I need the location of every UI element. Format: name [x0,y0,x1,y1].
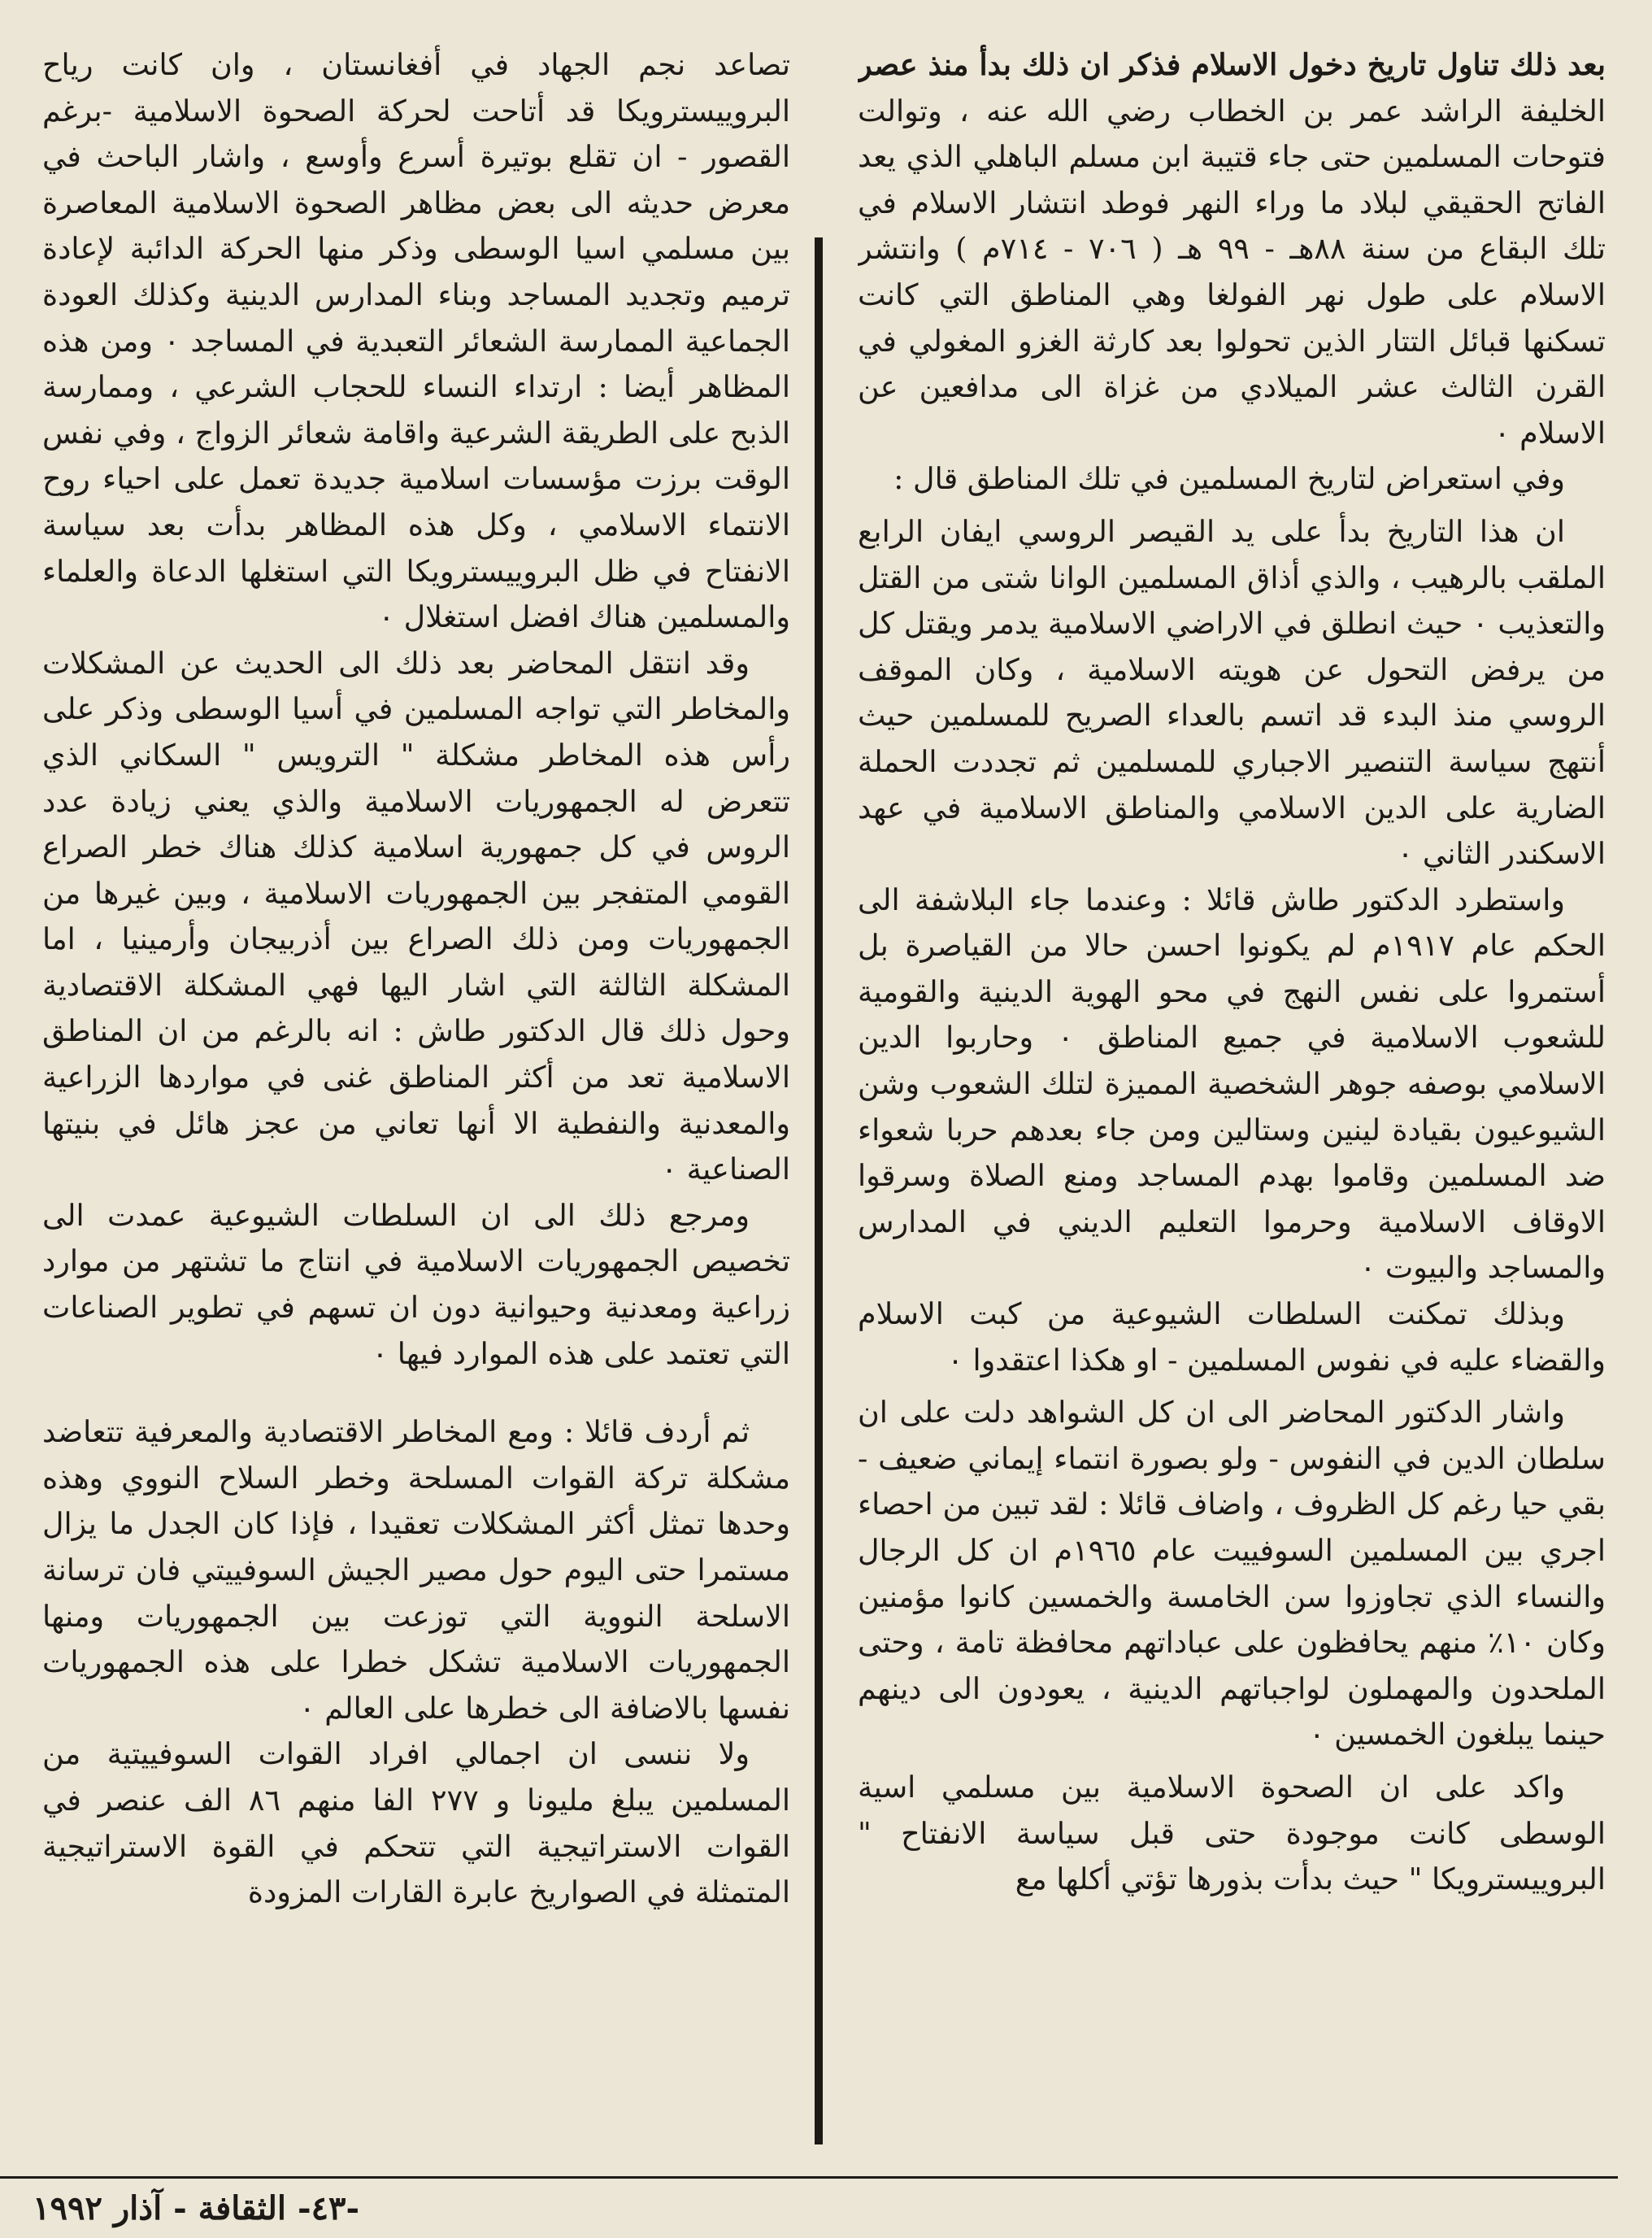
article-column-right [858,42,1606,2214]
paragraph: واستطرد الدكتور طاش قائلا : وعندما جاء البلاشفة الى الحكم عام ١٩١٧م لم يكونوا احسن حالا من القياصرة بل أستمروا على نفس النهج في محو الهوية الدينية والقومية للشعوب الاسلامية في جميع المناطق ٠ وحاربوا الدين الاسلامي بوصفه جوهر الشخصية المميزة لتلك الشعوب وشن الشيوعيون بقيادة لينين وستالين ومن جاء بعدهم حربا شعواء ضد المسلمين وقاموا بهدم المساجد ومنع الصلاة وسرقوا الاوقاف الاسلامية وحرموا التعليم الديني في المدارس والمساجد والبيوت ٠ [858,882,1606,1286]
footer-rule [0,2176,1618,2179]
paragraph: واكد على ان الصحوة الاسلامية بين مسلمي اسية الوسطى كانت موجودة حتى قبل سياسة الانفتاح " البروييسترويكا " حيث بدأت بذورها تؤتي أكلها مع [858,1769,1606,1897]
paragraph: تصاعد نجم الجهاد في أفغانستان ، وان كانت رياح البروييسترويكا قد أتاحت لحركة الصحوة الاسلامية -برغم القصور - ان تقلع بوتيرة أسرع وأوسع ، واشار الباحث في معرض حديثه الى بعض مظاهر الصحوة الاسلامية المعاصرة بين مسلمي اسيا الوسطى وذكر منها الحركة الدائبة لإعادة ترميم وتجديد المساجد وبناء المدارس الدينية وكذلك العودة الجماعية الممارسة الشعائر التعبدية في المساجد ٠ ومن هذه المظاهر أيضا : ارتداء النساء للحجاب الشرعي ، وممارسة الذبح على الطريقة الشرعية واقامة شعائر الزواج ، وفي نفس الوقت برزت مؤسسات اسلامية جديدة تعمل على احياء روح الانتماء الاسلامي ، وكل هذه المظاهر بدأت بعد سياسة الانفتاح في ظل البروييسترويكا التي استغلها الدعاة والعلماء والمسلمين هناك افضل استغلال ٠ [42,47,790,635]
paragraph: وفي استعراض لتاريخ المسلمين في تلك المناطق قال : [893,461,1565,497]
article-column-left [42,42,790,2214]
paragraph: ان هذا التاريخ بدأ على يد القيصر الروسي ايفان الرابع الملقب بالرهيب ، والذي أذاق المسلمين الوانا شتى من القتل والتعذيب ٠ حيث انطلق في الاراضي الاسلامية يدمر ويقتل كل من يرفض التحول عن هويته الاسلامية ، وكان الموقف الروسي منذ البدء قد اتسم بالعداء الصريح للمسلمين حيث أنتهج سياسة التنصير الاجباري للمسلمين ثم تجددت الحملة الضارية على الدين الاسلامي والمناطق الاسلامية في عهد الاسكندر الثاني ٠ [858,513,1606,872]
page-footer: -٤٣- الثقافة - آذار ١٩٩٢ [33,2189,360,2227]
paragraph: ثم أردف قائلا : ومع المخاطر الاقتصادية والمعرفية تتعاضد مشكلة تركة القوات المسلحة وخطر السلاح النووي وهذه وحدها تمثل أكثر المشكلات تعقيدا ، فإذا كان الجدل ما يزال مستمرا حتى اليوم حول مصير الجيش السوفييتي فان ترسانة الاسلحة النووية التي توزعت بين الجمهوريات ومنها الجمهوريات الاسلامية تشكل خطرا على هذه الجمهوريات نفسها بالاضافة الى خطرها على العالم ٠ [42,1414,790,1726]
paragraph: وقد انتقل المحاضر بعد ذلك الى الحديث عن المشكلات والمخاطر التي تواجه المسلمين في أسيا الوسطى وذكر على رأس هذه المخاطر مشكلة " الترويس " السكاني الذي تتعرض له الجمهوريات الاسلامية والذي يعني زيادة عدد الروس في كل جمهورية اسلامية كذلك هناك خطر الصراع القومي المتفجر بين الجمهوريات الاسلامية ، وبين غيرها من الجمهوريات ومن ذلك الصراع بين أذربيجان وأرمينيا ، اما المشكلة الثالثة التي اشار اليها فهي المشكلة الاقتصادية وحول ذلك قال الدكتور طاش : انه بالرغم من ان المناطق الاسلامية تعد من أكثر المناطق غنى في مواردها الزراعية والمعدنية والنفطية الا أنها تعاني من عجز هائل في بنيتها الصناعية ٠ [42,645,790,1187]
column-divider [815,237,823,2144]
paragraph: ومرجع ذلك الى ان السلطات الشيوعية عمدت الى تخصيص الجمهوريات الاسلامية في انتاج ما تشتهر من موارد زراعية ومعدنية وحيوانية دون ان تسهم في تطوير الصناعات التي تعتمد على هذه الموارد فيها ٠ [42,1197,790,1371]
paragraph: بعد ذلك تناول تاريخ دخول الاسلام فذكر ان ذلك بدأ منذ عصر الخليفة الراشد عمر بن الخطاب رضي الله عنه ، وتوالت فتوحات المسلمين حتى جاء قتيبة ابن مسلم الباهلي الذي يعد الفاتح الحقيقي لبلاد ما وراء النهر فوطد انتشار الاسلام في تلك البقاع من سنة ٨٨هـ - ٩٩ هـ ( ٧٠٦ - ٧١٤م ) وانتشر الاسلام على طول نهر الفولغا وهي المناطق التي كانت تسكنها قبائل التتار الذين تحولوا بعد كارثة الغزو المغولي في القرن الثالث عشر الميلادي من غزاة الى مدافعين عن الاسلام ٠ [858,47,1606,451]
paragraph: وبذلك تمكنت السلطات الشيوعية من كبت الاسلام والقضاء عليه في نفوس المسلمين - او هكذا اعتقدوا ٠ [858,1296,1606,1378]
paragraph: واشار الدكتور المحاضر الى ان كل الشواهد دلت على ان سلطان الدين في النفوس - ولو بصورة انتماء إيماني ضعيف - بقي حيا رغم كل الظروف ، واضاف قائلا : لقد تبين من احصاء اجري بين المسلمين السوفييت عام ١٩٦٥م ان كل الرجال والنساء الذي تجاوزوا سن الخامسة والخمسين كانوا مؤمنين وكان ١٠٪ منهم يحافظون على عباداتهم محافظة تامة ، وحتى الملحدون والمهملون لواجباتهم الدينية ، يعودون الى دينهم حينما يبلغون الخمسين ٠ [858,1395,1606,1753]
paragraph: ولا ننسى ان اجمالي افراد القوات السوفييتية من المسلمين يبلغ مليونا و ٢٧٧ الفا منهم ٨٦ الف عنصر في القوات الاستراتيجية التي تتحكم في القوة الاستراتيجية المتمثلة في الصواريخ عابرة القارات المزودة [42,1736,790,1910]
